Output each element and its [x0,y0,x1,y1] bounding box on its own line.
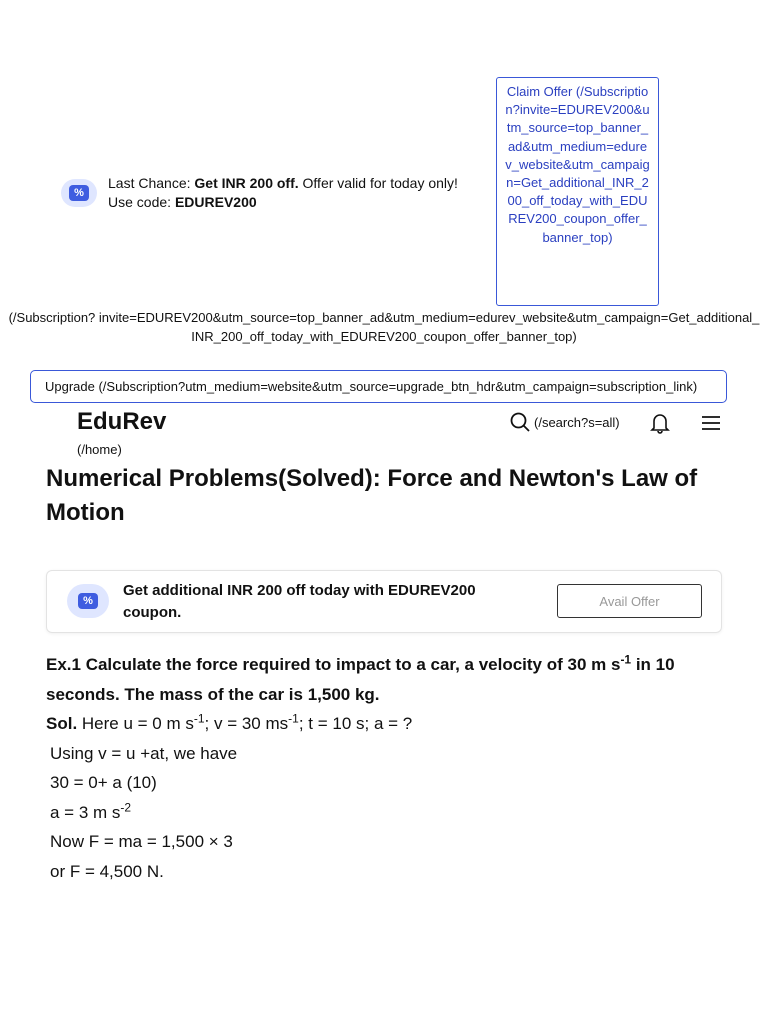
coupon-icon: % [61,179,97,207]
step-4: Now F = ma = 1,500 × 3 [50,832,233,851]
search-link[interactable] [510,412,620,432]
banner-bold: Get INR 200 off. [194,175,299,191]
edurev-logo[interactable]: EduRev [77,408,167,435]
q-text-2: in 10 seconds. The mass of the car is 1,500 kg. [46,655,675,704]
search-icon [510,412,530,432]
step-1: Using v = u +at, we have [50,743,238,763]
banner-prefix: Last Chance: [108,175,195,191]
page-title: Numerical Problems(Solved): Force and Newton's Law of Motion [46,465,698,526]
sol-sup2: -1 [288,711,299,726]
coupon-icon: % [67,584,109,618]
step-3-text: a = 3 m s [50,802,121,822]
sol-c: ; t = 10 s; a = ? [298,714,413,733]
bell-icon[interactable] [650,412,670,434]
q-sup: -1 [620,652,632,667]
subscription-link[interactable]: (/Subscription? invite=EDUREV200&utm_source=top_banner_ad&utm_medium=edurev_website&utm_campaign=Get_additional_ INR_200_off_today_with_EDUREV200_coupon_offer_banner_top) [8,310,760,344]
q-text: Ex.1 Calculate the force required to impact to a car, a velocity of 30 m s [46,655,621,674]
step-5: or F = 4,500 N. [50,861,164,881]
step-3 [46,798,736,828]
home-link[interactable]: (/home) [77,442,122,457]
sol-a: Here u = 0 m s [77,714,194,733]
code-label: Use code: [108,194,175,210]
sol-label: Sol. [46,714,78,733]
question [46,650,736,709]
promo-code: EDUREV200 [174,194,257,210]
step-2: 30 = 0+ a (10) [50,773,157,792]
offer-text: Get additional INR 200 off today with EDUREV200 coupon. [123,582,476,621]
sol-sup1: -1 [193,711,205,726]
offer-banner-text [108,174,458,212]
upgrade-button[interactable]: Upgrade (/Subscription?utm_medium=website&utm_source=upgrade_btn_hdr&utm_campaign=subscription_link) [30,370,727,403]
solution-line [46,709,736,739]
search-label: (/search?s=all) [534,414,620,430]
offer-card [46,570,722,633]
avail-offer-button[interactable]: Avail Offer [557,584,702,618]
menu-icon[interactable] [701,415,721,431]
claim-offer-button[interactable]: Claim Offer (/Subscription?invite=EDUREV200&utm_source=top_banner_ad&utm_medium=edurev_website&utm_campaign=Get_additional_INR_200_off_today_with_EDUREV200_coupon_offer_banner_top) [496,77,659,306]
sol-b: ; v = 30 ms [204,714,289,733]
solution-content [46,650,736,886]
step-3-sup: -2 [120,799,132,814]
banner-suffix: Offer valid for today only! [298,175,458,191]
